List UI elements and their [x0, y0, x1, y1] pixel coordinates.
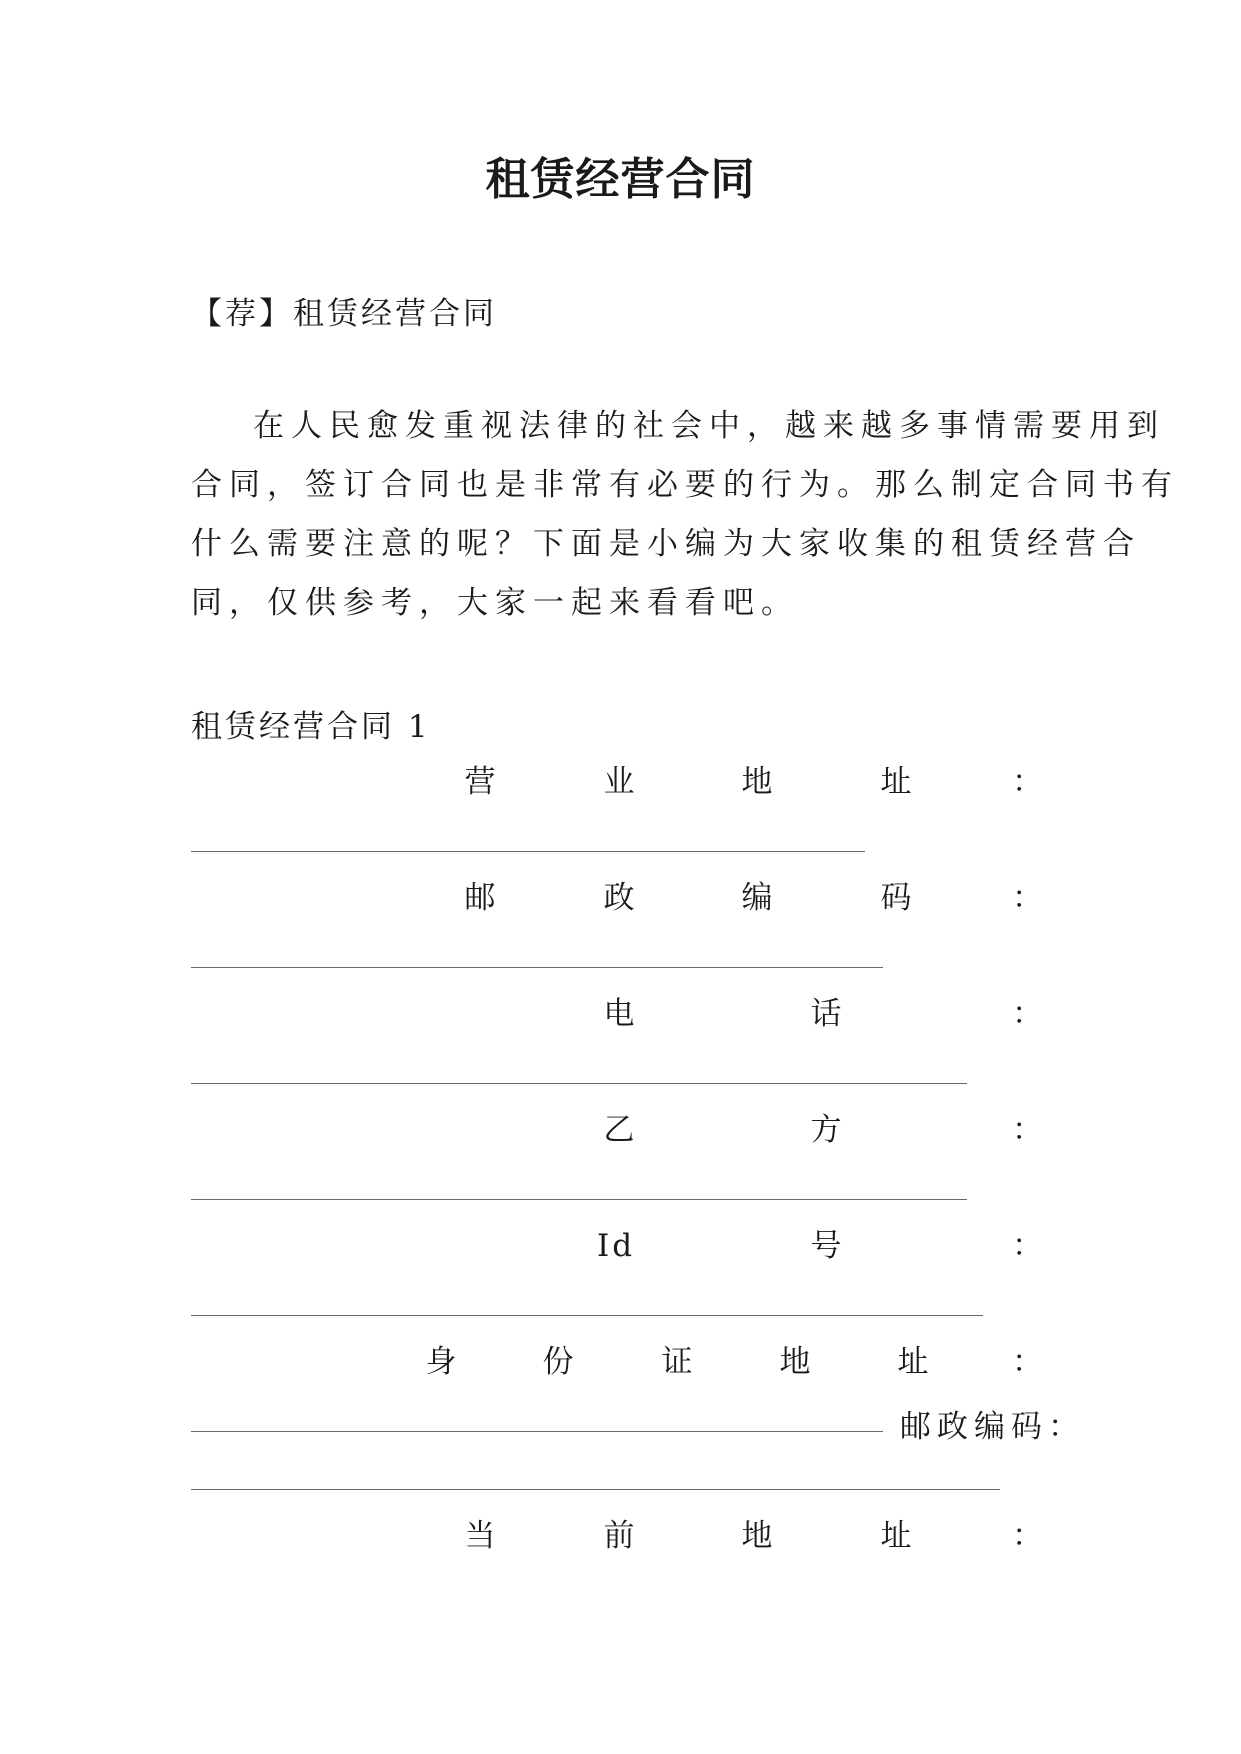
field-colon: ： — [1012, 764, 1043, 800]
field-label-char: 址 — [880, 764, 912, 800]
intro-line: 在人民愈发重视法律的社会中，越来越多事情需要用到 — [253, 408, 1165, 444]
postal-code-inline-label: 邮政编码： — [900, 1409, 1085, 1445]
field-label-char: 乙 — [603, 1112, 635, 1148]
field-label-char: 址 — [897, 1344, 929, 1380]
section-title: 租赁经营合同 1 — [191, 709, 431, 745]
postal-code-2-blank[interactable] — [191, 1489, 1000, 1490]
intro-line: 什么需要注意的呢？下面是小编为大家收集的租赁经营合 — [191, 526, 1141, 562]
document-subtitle: 【荐】租赁经营合同 — [191, 296, 497, 332]
document-title: 租赁经营合同 — [485, 154, 756, 205]
field-colon: ： — [1012, 1344, 1043, 1380]
field-label-char: 证 — [661, 1344, 693, 1380]
id-number-blank[interactable] — [191, 1315, 983, 1316]
party-b-blank[interactable] — [191, 1199, 967, 1200]
field-label-char: 号 — [810, 1228, 842, 1264]
field-colon: ： — [1012, 1518, 1043, 1554]
field-label-char: 方 — [810, 1112, 842, 1148]
field-label-char: Id — [596, 1228, 636, 1264]
id-address-blank[interactable] — [191, 1431, 883, 1432]
field-label-char: 业 — [603, 764, 635, 800]
field-label-char: 前 — [603, 1518, 635, 1554]
field-label-char: 邮 — [464, 880, 496, 916]
field-colon: ： — [1012, 996, 1043, 1032]
field-label-char: 份 — [542, 1344, 574, 1380]
field-label-char: 电 — [603, 996, 635, 1032]
field-label-char: 址 — [880, 1518, 912, 1554]
field-label-char: 当 — [464, 1518, 496, 1554]
field-colon: ： — [1012, 1112, 1043, 1148]
field-label-char: 营 — [464, 764, 496, 800]
field-label-char: 地 — [779, 1344, 811, 1380]
field-label-char: 地 — [741, 764, 773, 800]
postal-code-blank[interactable] — [191, 967, 883, 968]
business-address-blank[interactable] — [191, 851, 865, 852]
phone-blank[interactable] — [191, 1083, 967, 1084]
field-label-char: 身 — [425, 1344, 457, 1380]
field-label-char: 编 — [741, 880, 773, 916]
field-label-char: 话 — [810, 996, 842, 1032]
intro-line: 合同，签订合同也是非常有必要的行为。那么制定合同书有 — [191, 467, 1179, 503]
field-colon: ： — [1012, 1228, 1043, 1264]
field-label-char: 地 — [741, 1518, 773, 1554]
field-colon: ： — [1012, 880, 1043, 916]
field-label-char: 政 — [603, 880, 635, 916]
intro-line: 同，仅供参考，大家一起来看看吧。 — [191, 585, 799, 621]
field-label-char: 码 — [880, 880, 912, 916]
